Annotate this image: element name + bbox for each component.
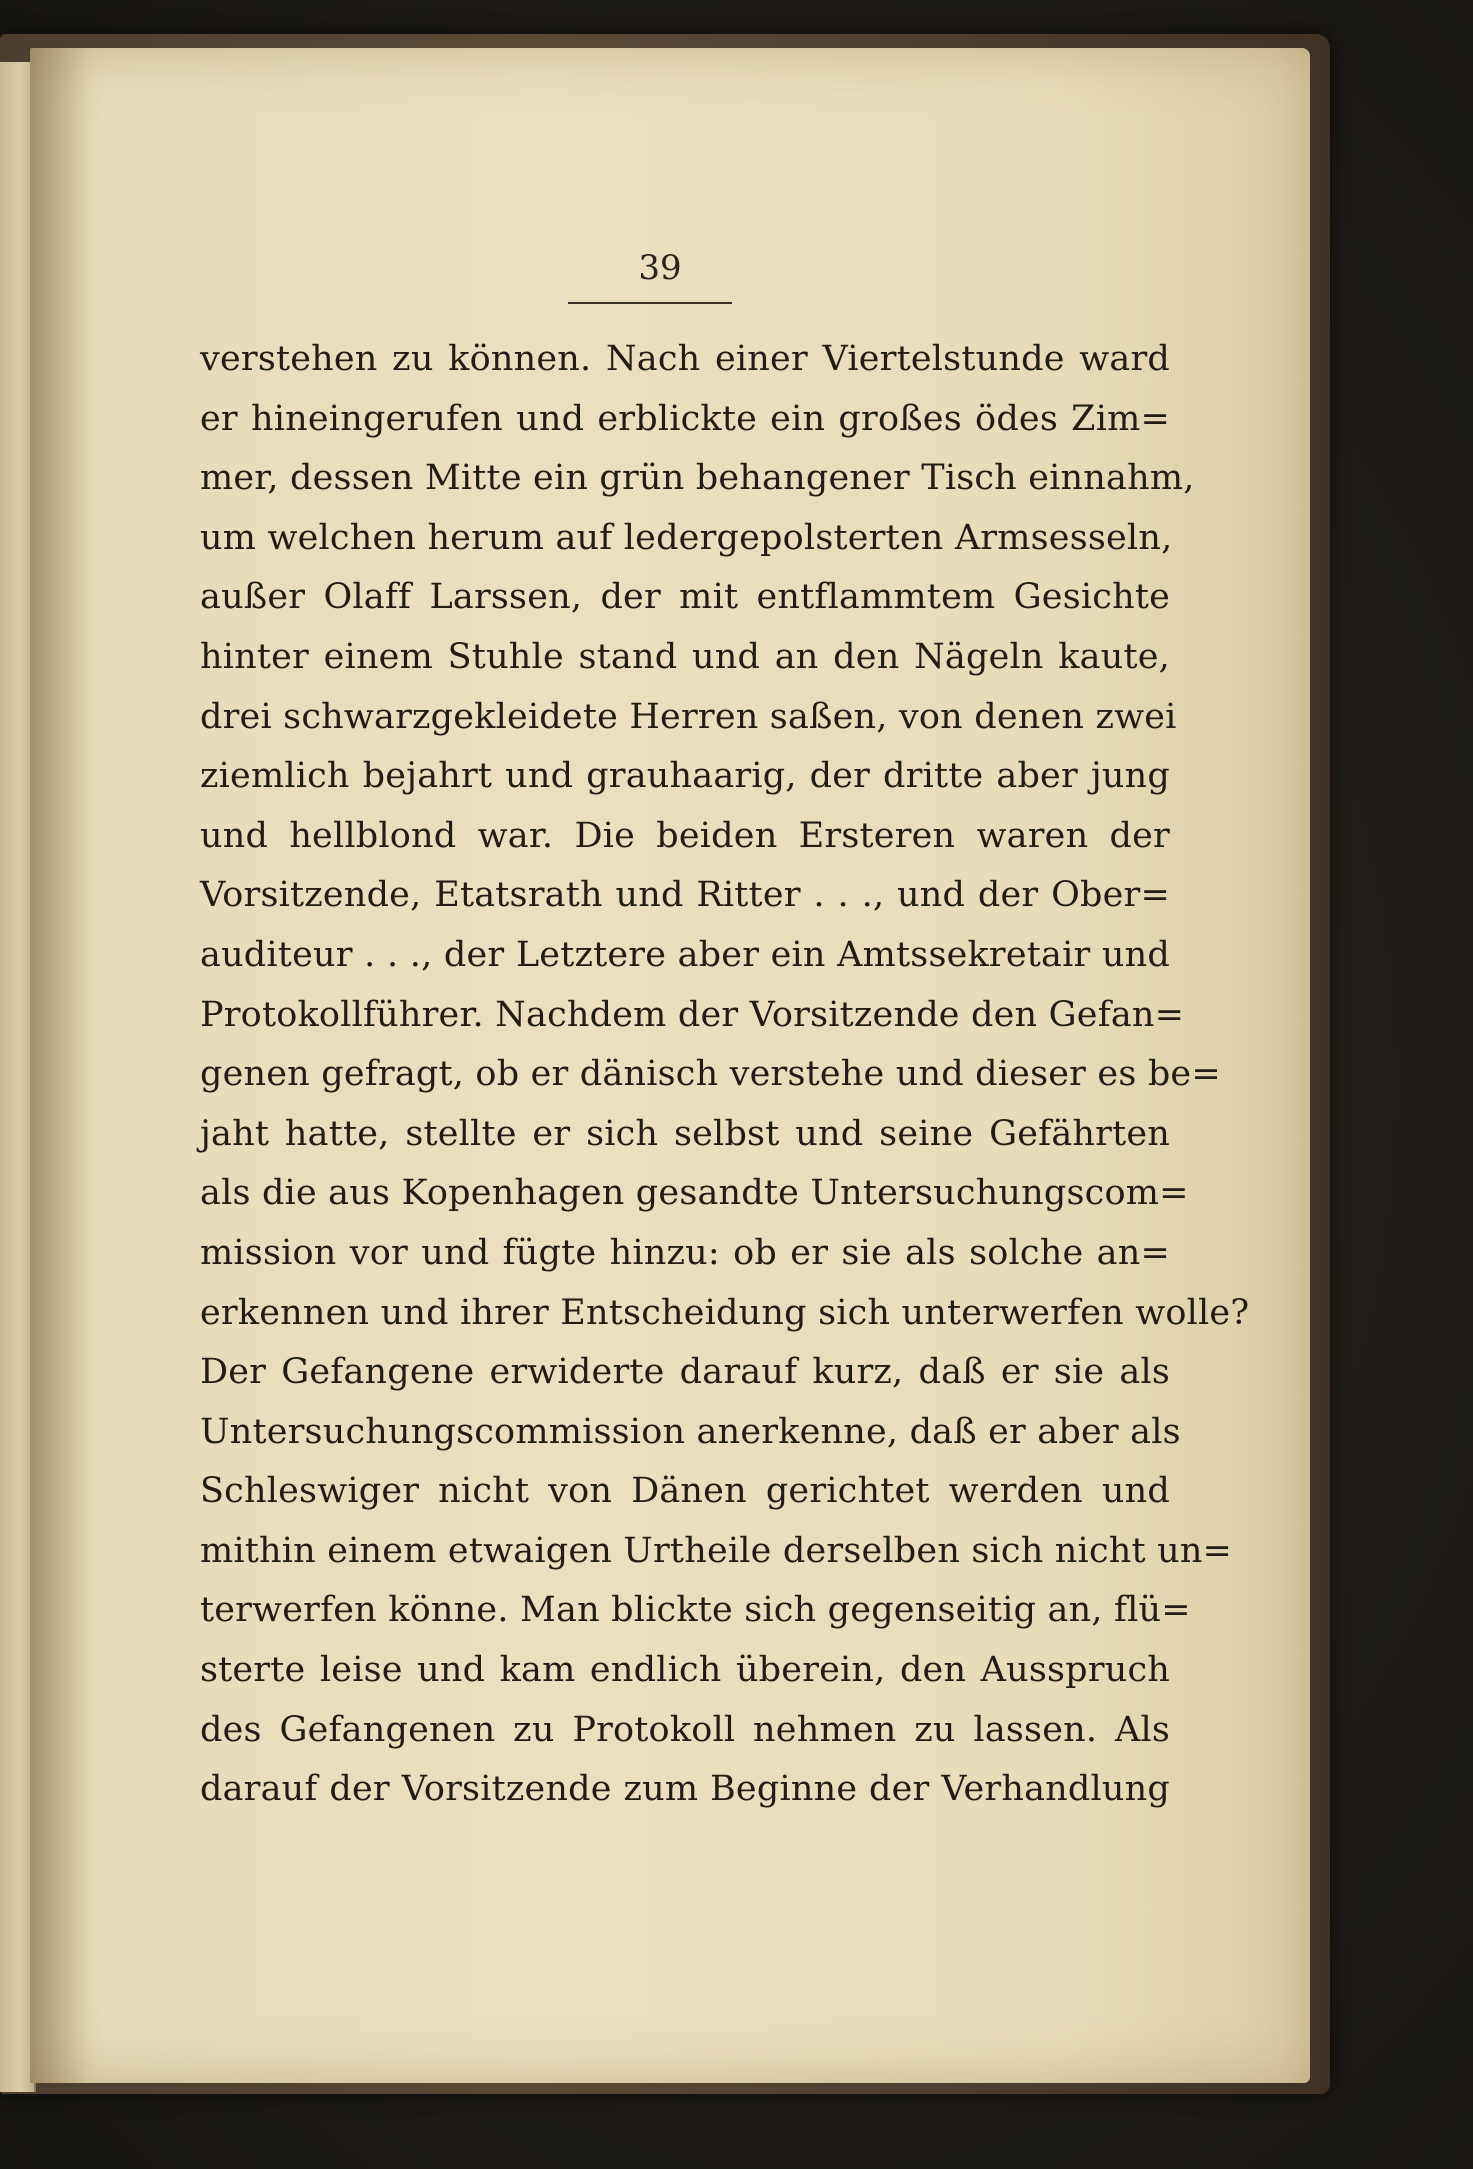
text-line: Protokollführer. Nachdem der Vorsitzende den Gefan=	[200, 994, 1185, 1035]
text-line: erkennen und ihrer Entscheidung sich unterwerfen wolle?	[200, 1292, 1250, 1333]
text-line: auditeur . . ., der Letztere aber ein Amtssekretair und	[200, 934, 1170, 975]
text-line: als die aus Kopenhagen gesandte Untersuchungscom=	[200, 1173, 1189, 1214]
text-line: er hineingerufen und erblickte ein großes ödes Zim=	[200, 398, 1170, 439]
text-line: ziemlich bejahrt und grauhaarig, der dritte aber jung	[200, 756, 1170, 797]
text-line: verstehen zu können. Nach einer Viertelstunde ward	[200, 339, 1170, 379]
text-line: Untersuchungscommission anerkenne, daß er aber als	[200, 1411, 1181, 1452]
text-line: Schleswiger nicht von Dänen gerichtet werden und	[200, 1471, 1170, 1512]
text-line: mithin einem etwaigen Urtheile derselben sich nicht un=	[200, 1530, 1233, 1571]
text-line: drei schwarzgekleidete Herren saßen, von denen zwei	[200, 696, 1177, 737]
text-line: jaht hatte, stellte er sich selbst und seine Gefährten	[200, 1113, 1170, 1154]
text-line: Vorsitzende, Etatsrath und Ritter . . ., und der Ober=	[200, 875, 1170, 916]
text-line: terwerfen könne. Man blickte sich gegenseitig an, flü=	[200, 1590, 1191, 1631]
text-line: sterte leise und kam endlich überein, den Ausspruch	[200, 1650, 1170, 1691]
page-number: 39	[638, 248, 682, 288]
body-text	[200, 330, 1250, 1820]
text-line: genen gefragt, ob er dänisch verstehe und dieser es be=	[200, 1054, 1221, 1095]
text-line: Der Gefangene erwiderte darauf kurz, daß er sie als	[200, 1352, 1170, 1393]
text-line: des Gefangenen zu Protokoll nehmen zu lassen. Als	[200, 1709, 1170, 1750]
text-line: hinter einem Stuhle stand und an den Nägeln kaute,	[200, 636, 1170, 677]
text-line: um welchen herum auf ledergepolsterten Armsesseln,	[200, 517, 1173, 558]
text-line: und hellblond war. Die beiden Ersteren waren der	[200, 815, 1170, 856]
text-line: darauf der Vorsitzende zum Beginne der Verhandlung	[200, 1769, 1170, 1810]
gutter-shadow	[30, 48, 90, 2083]
page-number-rule	[568, 302, 732, 304]
text-line: mer, dessen Mitte ein grün behangener Tisch einnahm,	[200, 458, 1195, 499]
text-line: außer Olaff Larssen, der mit entflammtem Gesichte	[200, 577, 1170, 618]
text-line: mission vor und fügte hinzu: ob er sie als solche an=	[200, 1232, 1170, 1273]
